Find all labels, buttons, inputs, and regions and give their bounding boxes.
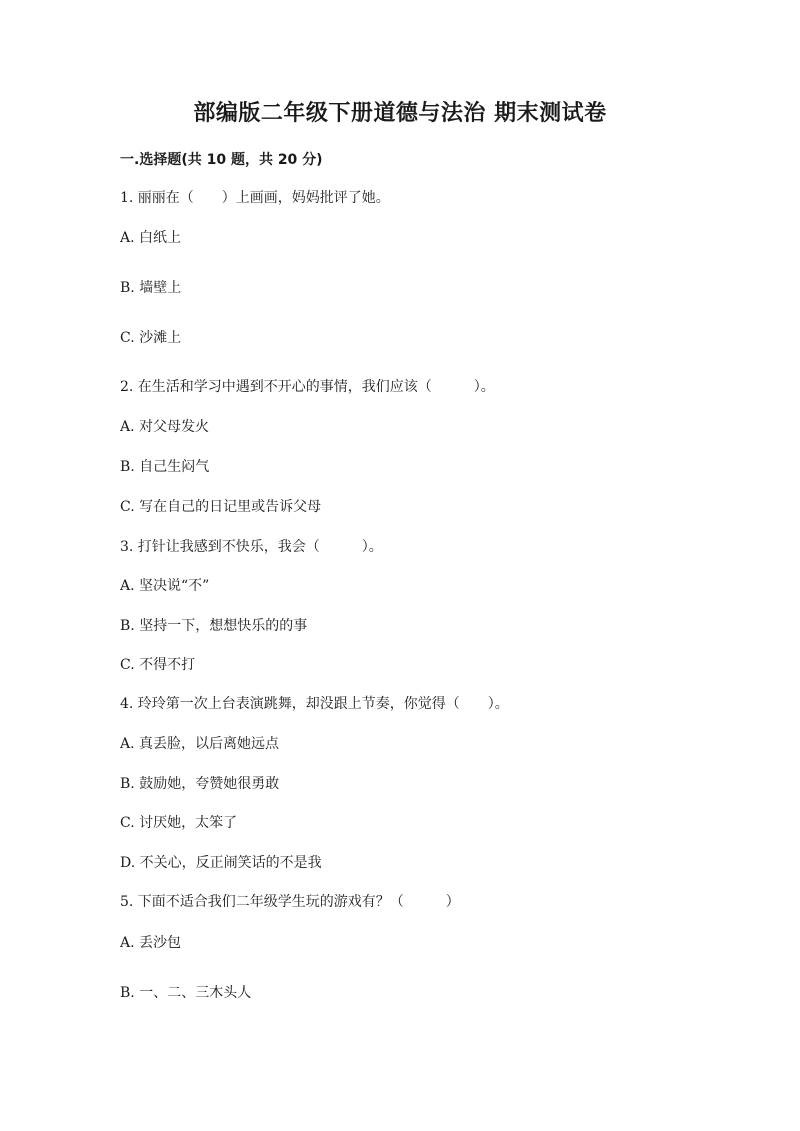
page-title: 部编版二年级下册道德与法治 期末测试卷 (193, 101, 607, 126)
question-4-option-d: D. 不关心，反正闹笑话的不是我 (120, 855, 322, 871)
question-2-stem: 2. 在生活和学习中遇到不开心的事情，我们应该（ ）。 (120, 379, 495, 395)
question-4-option-a: A. 真丢脸，以后离她远点 (120, 736, 280, 752)
question-5-option-b: B. 一、二、三木头人 (120, 985, 252, 1001)
question-4-option-c: C. 讨厌她，太笨了 (120, 815, 238, 831)
question-1-option-a: A. 白纸上 (120, 230, 182, 246)
question-1-option-b: B. 墙壁上 (120, 280, 182, 296)
question-2-option-a: A. 对父母发火 (120, 419, 210, 435)
question-3-option-b: B. 坚持一下，想想快乐的的事 (120, 618, 308, 634)
section-heading: 一.选择题(共 10 题，共 20 分) (120, 152, 323, 168)
question-1-option-c: C. 沙滩上 (120, 330, 182, 346)
question-3-option-c: C. 不得不打 (120, 657, 196, 673)
question-4-stem: 4. 玲玲第一次上台表演跳舞，却没跟上节奏，你觉得（ ）。 (120, 696, 509, 712)
question-2-option-c: C. 写在自己的日记里或告诉父母 (120, 499, 322, 515)
question-2-option-b: B. 自己生闷气 (120, 459, 210, 475)
question-4-option-b: B. 鼓励她，夸赞她很勇敢 (120, 776, 280, 792)
question-5-stem: 5. 下面不适合我们二年级学生玩的游戏有？（ ） (120, 894, 460, 910)
question-1-stem: 1. 丽丽在（ ）上画画，妈妈批评了她。 (120, 190, 390, 206)
question-3-stem: 3. 打针让我感到不快乐，我会（ ）。 (120, 539, 383, 555)
question-5-option-a: A. 丢沙包 (120, 935, 182, 951)
question-3-option-a: A. 坚决说“不” (120, 578, 210, 594)
